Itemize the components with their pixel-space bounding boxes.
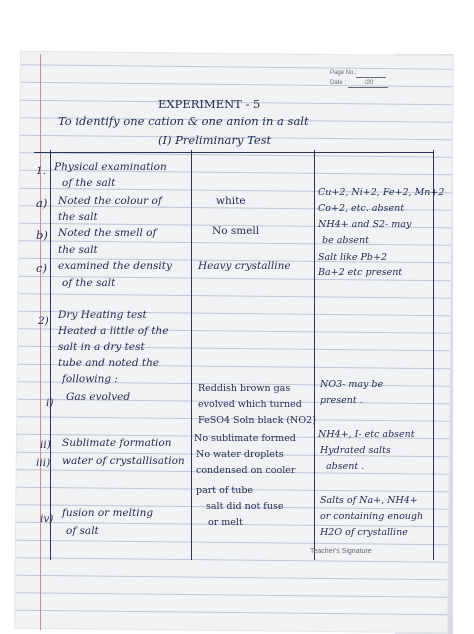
- row-b-inference-a: NH4+ and S2- may: [318, 219, 412, 230]
- row-iv-inference-c: H2O of crystalline: [320, 527, 408, 538]
- row-b-label: b): [36, 228, 48, 242]
- row-ii-inference: NH4+, I- etc absent: [318, 429, 415, 440]
- row-b-inference-b: be absent: [322, 235, 369, 246]
- column-line-2: [191, 150, 192, 560]
- row-i-observation-b: evolved which turned: [198, 399, 302, 410]
- row-i-text: Gas evolved: [66, 391, 131, 403]
- row-b-text-a: Noted the smell of: [58, 227, 157, 239]
- row1-text-a: Physical examination: [54, 161, 167, 173]
- row-iii-text: water of crystallisation: [62, 455, 185, 467]
- row-iv-label: iv): [40, 513, 54, 525]
- row-iii-observation-b: condensed on cooler: [196, 465, 296, 476]
- page-no-label: Page No.:: [330, 70, 357, 76]
- page-no-line: [356, 77, 386, 78]
- row-iii-inference-a: Hydrated salts: [320, 445, 391, 456]
- section-title: (I) Preliminary Test: [158, 133, 272, 147]
- row-c-text-a: examined the density: [58, 260, 172, 272]
- column-line-3: [314, 150, 315, 560]
- date-line: [348, 87, 388, 88]
- row-iii-observation-a: No water droplets: [196, 449, 284, 460]
- row2-text-e: following :: [62, 373, 118, 385]
- row-i-inference-a: NO3- may be: [320, 379, 384, 390]
- column-line-4: [433, 150, 434, 560]
- row2-text-a: Dry Heating test: [58, 309, 147, 321]
- row-i-inference-b: present .: [320, 395, 363, 406]
- row-c-inference-a: Salt like Pb+2: [318, 252, 388, 263]
- experiment-heading: EXPERIMENT - 5: [158, 97, 261, 111]
- row-a-label: a): [36, 196, 48, 210]
- row-a-observation: white: [216, 195, 246, 207]
- row-iii-observation-c: part of tube: [196, 485, 254, 496]
- row-iv-inference-a: Salts of Na+, NH4+: [320, 495, 418, 506]
- row-b-observation: No smell: [212, 225, 260, 237]
- date-value: /20: [365, 80, 374, 86]
- row-c-inference-b: Ba+2 etc present: [318, 267, 403, 278]
- row-a-text-b: the salt: [58, 211, 98, 223]
- row-c-text-b: of the salt: [62, 277, 116, 289]
- row-iii-label: iii): [36, 457, 51, 469]
- row-iv-observation-b: or melt: [208, 517, 243, 528]
- row-a-inference-b: Co+2, etc. absent: [318, 203, 405, 214]
- row2-text-b: Heated a little of the: [58, 325, 169, 337]
- row-a-text-a: Noted the colour of: [58, 195, 162, 207]
- row2-text-d: tube and noted the: [58, 357, 160, 369]
- aim-text: To identify one cation & one anion in a salt: [58, 114, 309, 128]
- row-iv-observation-a: salt did not fuse: [206, 501, 284, 512]
- row-i-label: i): [46, 397, 54, 409]
- row-b-text-b: the salt: [58, 244, 98, 256]
- row-i-observation-c: FeSO4 Soln black (NO2): [198, 415, 316, 426]
- row-ii-observation: No sublimate formed: [194, 433, 296, 444]
- teacher-signature-label: Teacher's Signature: [310, 548, 372, 555]
- row-iv-text-b: of salt: [66, 525, 99, 537]
- row1-text-b: of the salt: [62, 177, 116, 189]
- row2-number: 2): [38, 315, 49, 327]
- row-ii-label: ii): [40, 439, 51, 451]
- row-a-inference-a: Cu+2, Ni+2, Fe+2, Mn+2: [318, 187, 445, 198]
- margin-line: [40, 54, 41, 630]
- row1-number: 1.: [36, 165, 47, 177]
- row-c-label: c): [36, 261, 47, 275]
- date-label: Date :: [330, 80, 347, 86]
- row-iv-text-a: fusion or melting: [62, 507, 154, 519]
- row-i-observation-a: Reddish brown gas: [198, 383, 291, 394]
- row-iii-inference-b: absent .: [326, 461, 365, 472]
- row-c-observation: Heavy crystalline: [198, 260, 291, 272]
- column-line-1: [50, 150, 51, 560]
- row2-text-c: salt in a dry test: [58, 341, 145, 353]
- row-iv-inference-b: or containing enough: [320, 511, 424, 522]
- table-top-line: [34, 152, 434, 153]
- row-ii-text: Sublimate formation: [62, 437, 172, 449]
